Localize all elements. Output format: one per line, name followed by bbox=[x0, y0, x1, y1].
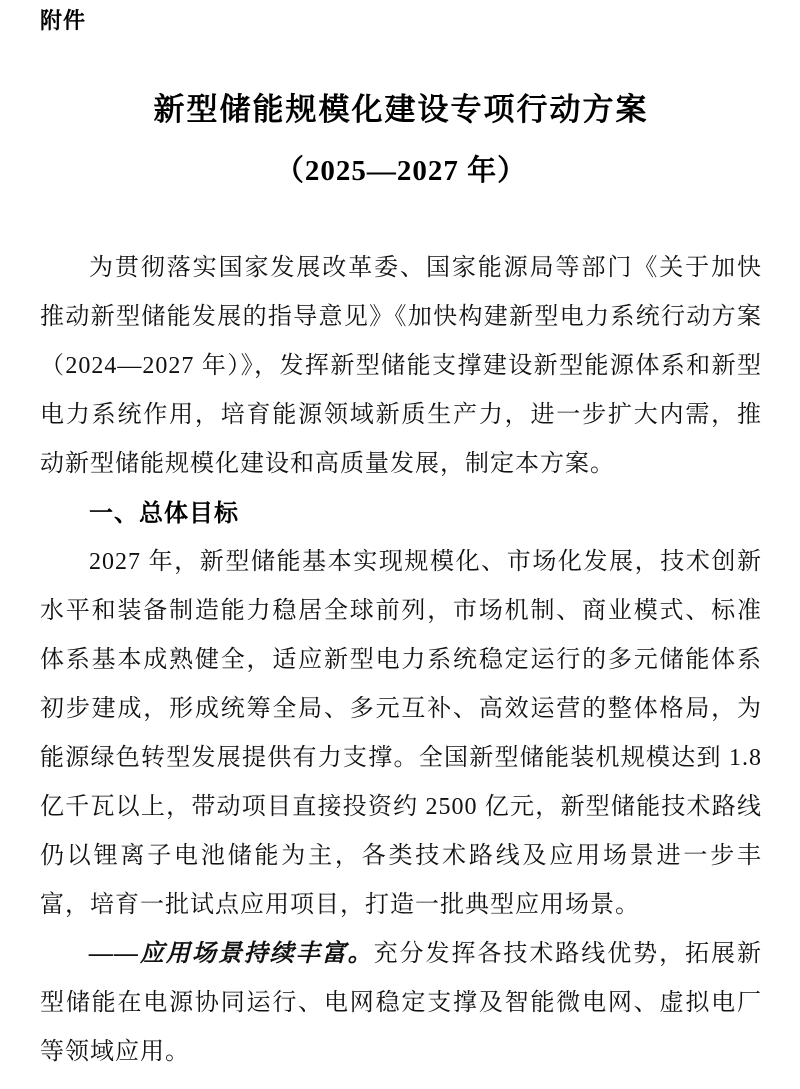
paragraph-preamble: 为贯彻落实国家发展改革委、国家能源局等部门《关于加快推动新型储能发展的指导意见》《加快构建新型电力系统行动方案（2024—2027 年）》，发挥新型储能支撑建设新型能源体系和新型电力系统作用，培育能源领域新质生产力，进一步扩大内需，推动新型储能规模化建设和高质量发展，制定本方案。 bbox=[40, 255, 762, 477]
paragraph-lead-body: 充分发挥各技术路线优势，拓展新型储能在电源协同运行、电网稳定支撑及智能微电网、虚拟电厂等领域应用。 bbox=[40, 941, 763, 1065]
document-body bbox=[40, 244, 762, 1077]
paragraph-overall-goals: 2027 年，新型储能基本实现规模化、市场化发展，技术创新水平和装备制造能力稳居全球前列，市场机制、商业模式、标准体系基本成熟健全，适应新型电力系统稳定运行的多元储能体系初步建成，形成统筹全局、多元互补、高效运营的整体格局，为能源绿色转型发展提供有力支撑。全国新型储能装机规模达到 1.8 亿千瓦以上，带动项目直接投资约 2500 亿元，新型储能技术路线仍以锂离子电池储能为主，各类技术路线及应用场景进一步丰富，培育一批试点应用项目，打造一批典型应用场景。 bbox=[40, 549, 762, 918]
attachment-label: 附件 bbox=[40, 8, 87, 33]
paragraph-lead-emphasis: ——应用场景持续丰富。 bbox=[89, 941, 374, 967]
paragraph-application-scenarios bbox=[40, 930, 762, 1077]
document-subtitle: （2025—2027 年） bbox=[274, 155, 528, 187]
section-heading-overall-goals: 一、总体目标 bbox=[89, 500, 239, 527]
document-title: 新型储能规模化建设专项行动方案 bbox=[153, 92, 649, 127]
